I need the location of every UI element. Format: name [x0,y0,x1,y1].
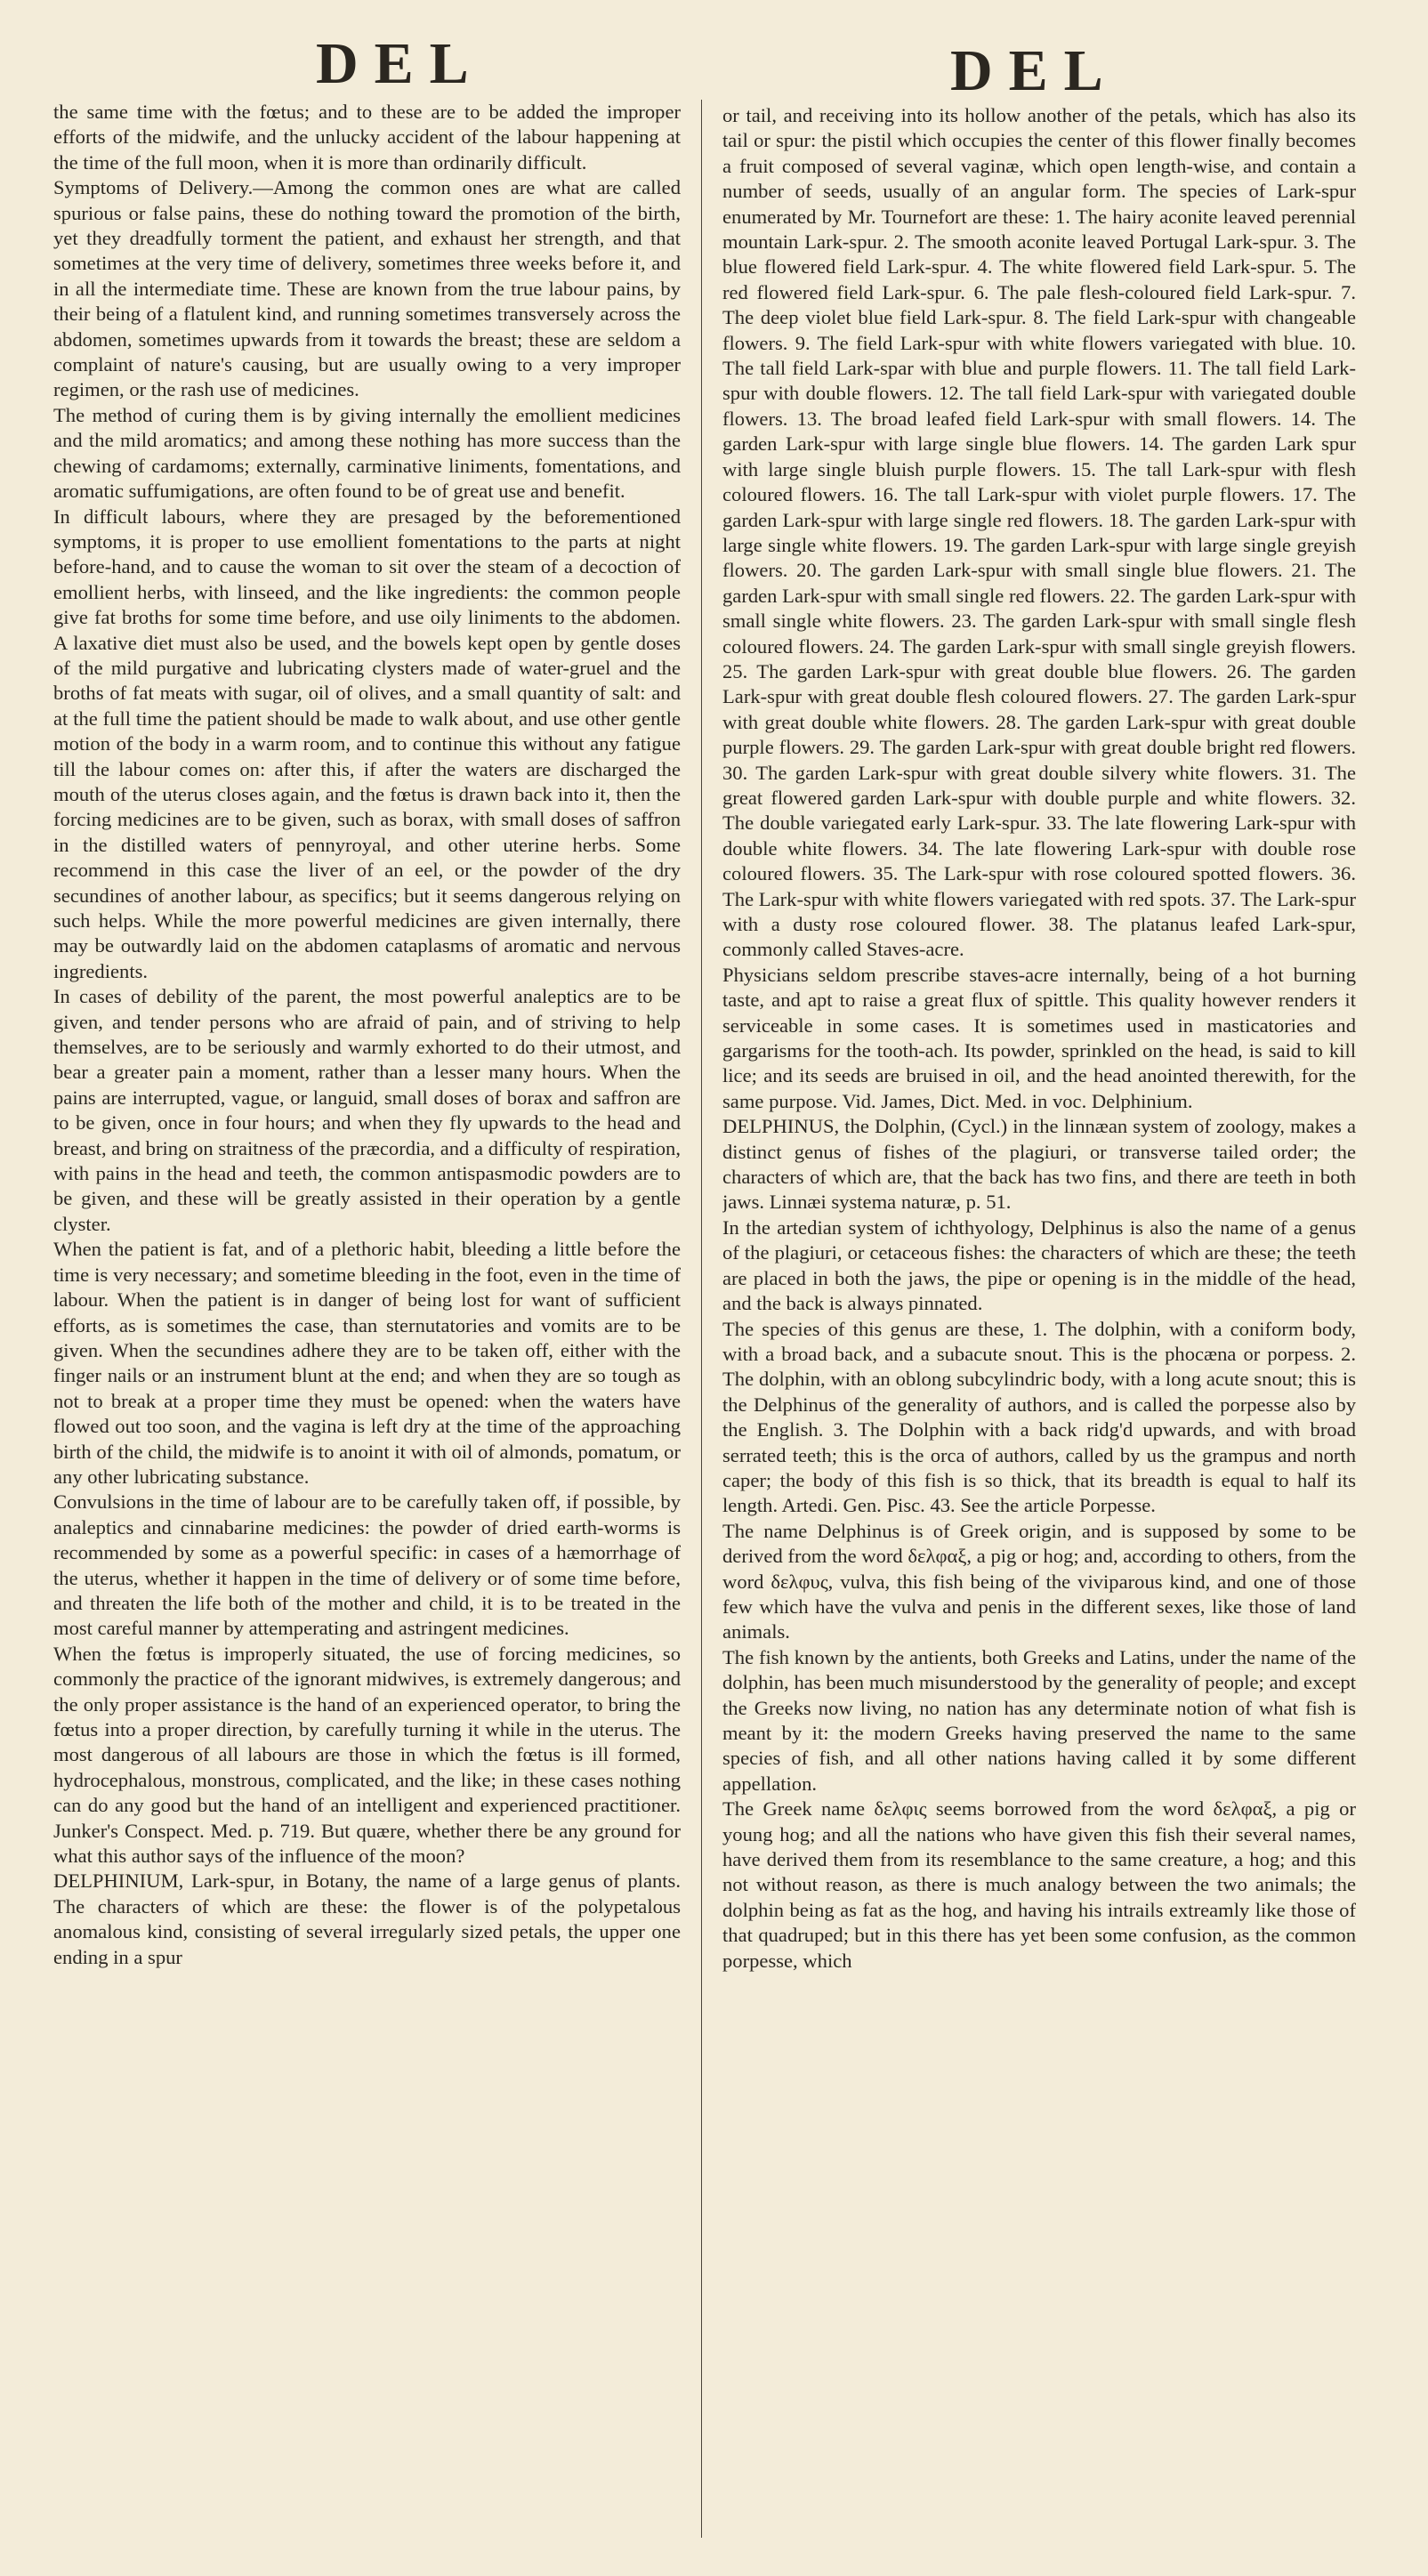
paragraph: When the patient is fat, and of a plethoric habit, bleeding a little before the time is very necessary; and sometime bleeding in the foot, even in the time of labour. When the patient is in danger of being lost for want of sufficient efforts, as is sometimes the case, than sternutatories and vomits are to be given. When the secundines adhere they are to be taken off, either with the finger nails or an instrument blunt at the end; and when they are so tough as not to break at a proper time they must be opened: when the waters have flowed out too soon, and the vagina is left dry at the time of the approaching birth of the child, the midwife is to anoint it with oil of almonds, pomatum, or any other lubricating substance. [53,1238,681,1488]
paragraph: The method of curing them is by giving internally the emollient medicines and the mild aromatics; and among these nothing has more success than the chewing of cardamoms; externally, carminative liniments, fomentations, and aromatic suffumigations, are often found to be of great use and benefit. [53,403,681,503]
paragraph: The name Delphinus is of Greek origin, and is supposed by some to be derived from the word δελφαξ, a pig or hog; and, according to others, from the word δελφυς, vulva, this fish being of the viviparous kind, and one of those few which have the vulva and penis in the different sexes, like those of land animals. [722,1519,1356,1643]
paragraph: Convulsions in the time of labour are to be carefully taken off, if possible, by analeptics and cinnabarine medicines: the powder of dried earth-worms is recommended by some as a powerful specific: in cases of a hæmorrhage of the uterus, whether it happen in the time of delivery or of some time before, and threaten the life both of the mother and child, it is to be treated in the most careful manner by attemperating and astringent medicines. [53,1490,681,1640]
left-column [53,100,681,2564]
column-divider [701,100,702,2538]
paragraph: In the artedian system of ichthyology, Delphinus is also the name of a genus of the plagiuri, or cetaceous fishes: the characters of which are these; the teeth are placed in both the jaws, the pipe or opening is in the middle of the head, and the back is always pinnated. [722,1215,1356,1315]
entry-delphinium: DELPHINIUM, Lark-spur, in Botany, the name of a large genus of plants. The characters of which are these: the flower is of the polypetalous anomalous kind, consisting of several irregularly sized petals, the upper one ending in a spur [53,1869,681,1968]
running-head-right: DEL [950,38,1119,103]
paragraph: The Greek name δελφις seems borrowed from the word δελφαξ, a pig or young hog; and all the nations who have given this fish their several names, have derived them from its resemblance to the same creature, a hog; and this not without reason, as there is much analogy between the two animals; the dolphin being as fat as the hog, and having his intrails extreamly like those of that quadruped; but in this there has yet been some confusion, as the common porpesse, which [722,1797,1356,1972]
running-head-left: DEL [316,31,485,96]
paragraph: When the fœtus is improperly situated, the use of forcing medicines, so commonly the practice of the ignorant midwives, is extremely dangerous; and the only proper assistance is the hand of an experienced operator, to bring the fœtus into a proper direction, by carefully turning it while in the uterus. The most dangerous of all labours are those in which the fœtus is ill formed, hydrocephalous, monstrous, complicated, and the like; in these cases nothing can do any good but the hand of an intelligent and experienced practitioner. Junker's Conspect. Med. p. 719. But quære, whether there be any ground for what this author says of the influence of the moon? [53,1642,681,1868]
paragraph: In difficult labours, where they are presaged by the beforementioned symptoms, it is proper to use emollient fomentations to the parts at night before-hand, and to cause the woman to sit over the steam of a decoction of emollient herbs, with linseed, and the like ingredients: the common people give fat broths for some time before, and use oily liniments to the abdomen. A laxative diet must also be used, and the bowels kept open by gentle doses of the mild purgative and lubricating clysters made of water-gruel and the broths of fat meats with sugar, oil of olives, and a small quantity of salt: and at the full time the patient should be made to walk about, and use other gentle motion of the body in a warm room, and to continue this without any fatigue till the labour comes on: after this, if after the waters are discharged the mouth of the uterus closes again, and the fœtus is drawn back into it, then the forcing medicines are to be given, such as borax, with small doses of saffron in the distilled waters of pennyroyal, and other uterine herbs. Some recommend in this case the liver of an eel, or the powder of the dry secundines of another labour, as specifics; but it seems dangerous relying on such helps. While the more powerful medicines are given internally, there may be outwardly laid on the abdomen cataplasms of aromatic and nervous ingredients. [53,505,681,982]
paragraph: The fish known by the antients, both Greeks and Latins, under the name of the dolphin, has been much misunderstood by the generality of people; and except the Greeks now living, no nation has any determinate notion of what fish is meant by it: the modern Greeks having preserved the name to the same species of fish, and all other nations having called it by some different appellation. [722,1645,1356,1795]
paragraph: Physicians seldom prescribe staves-acre internally, being of a hot burning taste, and apt to raise a great flux of spittle. This quality however renders it serviceable in some cases. It is sometimes used in masticatories and gargarisms for the tooth-ach. Its powder, sprinkled on the head, is said to kill lice; and its seeds are bruised in oil, and the head anointed therewith, for the same purpose. Vid. James, Dict. Med. in voc. Delphinium. [722,963,1356,1112]
paragraph: or tail, and receiving into its hollow another of the petals, which has also its tail or spur: the pistil which occupies the center of this flower finally becomes a fruit composed of several vaginæ, which open length-wise, and contain a number of seeds, usually of an angular form. The species of Lark-spur enumerated by Mr. Tournefort are these: 1. The hairy aconite leaved perennial mountain Lark-spur. 2. The smooth aconite leaved Portugal Lark-spur. 3. The blue flowered field Lark-spur. 4. The white flowered field Lark-spur. 5. The red flowered field Lark-spur. 6. The pale flesh-coloured field Lark-spur. 7. The deep violet blue field Lark-spur. 8. The field Lark-spur with changeable flowers. 9. The field Lark-spur with white flowers variegated with blue. 10. The tall field Lark-spar with blue and purple flowers. 11. The tall field Lark-spur with double flowers. 12. The tall field Lark-spur with variegated double flowers. 13. The broad leafed field Lark-spur with small flowers. 14. The garden Lark-spur with large single blue flowers. 14. The garden Lark spur with large single bluish purple flowers. 15. The tall Lark-spur with flesh coloured flowers. 16. The tall Lark-spur with violet purple flowers. 17. The garden Lark-spur with large single red flowers. 18. The garden Lark-spur with large single white flowers. 19. The garden Lark-spur with large single greyish flowers. 20. The garden Lark-spur with small single blue flowers. 21. The garden Lark-spur with small single red flowers. 22. The garden Lark-spur with small single white flowers. 23. The garden Lark-spur with small single flesh coloured flowers. 24. The garden Lark-spur with small single greyish flowers. 25. The garden Lark-spur with great double blue flowers. 26. The garden Lark-spur with great double flesh coloured flowers. 27. The garden Lark-spur with great double white flowers. 28. The garden Lark-spur with great double purple flowers. 29. The garden Lark-spur with great double bright red flowers. 30. The garden Lark-spur with great double silvery white flowers. 31. The great flowered garden Lark-spur with double purple and white flowers. 32. The double variegated early Lark-spur. 33. The late flowering Lark-spur with double white flowers. 34. The late flowering Lark-spur with double rose coloured flowers. 35. The Lark-spur with rose coloured spotted flowers. 36. The Lark-spur with white flowers variegated with red spots. 37. The Lark-spur with a dusty rose coloured flower. 38. The platanus leafed Lark-spur, commonly called Staves-acre. [722,104,1356,961]
paragraph: The species of this genus are these, 1. The dolphin, with a coniform body, with a broad back, and a subacute snout. This is the phocæna or porpess. 2. The dolphin, with an oblong subcylindric body, with a long acute snout; this is the Delphinus of the generality of authors, and is called the porpesse also by the English. 3. The Dolphin with a back ridg'd upwards, and with broad serrated teeth; this is the orca of authors, called by us the grampus and north caper; the body of this fish is so thick, that its breadth is equal to half its length. Artedi. Gen. Pisc. 43. See the article Porpesse. [722,1317,1356,1517]
paragraph: the same time with the fœtus; and to these are to be added the improper efforts of the midwife, and the unlucky accident of the labour happening at the time of the full moon, when it is more than ordinarily difficult. [53,101,681,174]
paragraph: In cases of debility of the parent, the most powerful analeptics are to be given, and tender persons who are afraid of pain, and of striving to help themselves, are to be seriously and warmly exhorted to do their utmost, and bear a greater pain a moment, rather than a lesser many hours. When the pains are interrupted, vague, or languid, small doses of borax and saffron are to be given, once in four hours; and when they fly upwards to the head and breast, and bring on straitness of the præcordia, and a difficulty of respiration, with pains in the head and teeth, the common antispasmodic powders are to be given, and these will be greatly assisted in their operation by a gentle clyster. [53,985,681,1235]
entry-delphinus: DELPHINUS, the Dolphin, (Cycl.) in the linnæan system of zoology, makes a distinct genus of fishes of the plagiuri, or transverse tailed order; the characters of which are, that the back has two fins, and there are teeth in both jaws. Linnæi systema naturæ, p. 51. [722,1115,1356,1214]
paragraph: Symptoms of Delivery.—Among the common ones are what are called spurious or false pains, these do nothing toward the promotion of the birth, yet they dreadfully torment the patient, and exhaust her strength, and that sometimes at the very time of delivery, sometimes three weeks before it, and in all the intermediate time. These are known from the true labour pains, by their being of a flatulent kind, and running sometimes transversely across the abdomen, sometimes upwards from it towards the breast; these are seldom a complaint of nature's causing, but are usually owing to a very improper regimen, or the rash use of medicines. [53,176,681,401]
right-column [722,103,1356,2568]
